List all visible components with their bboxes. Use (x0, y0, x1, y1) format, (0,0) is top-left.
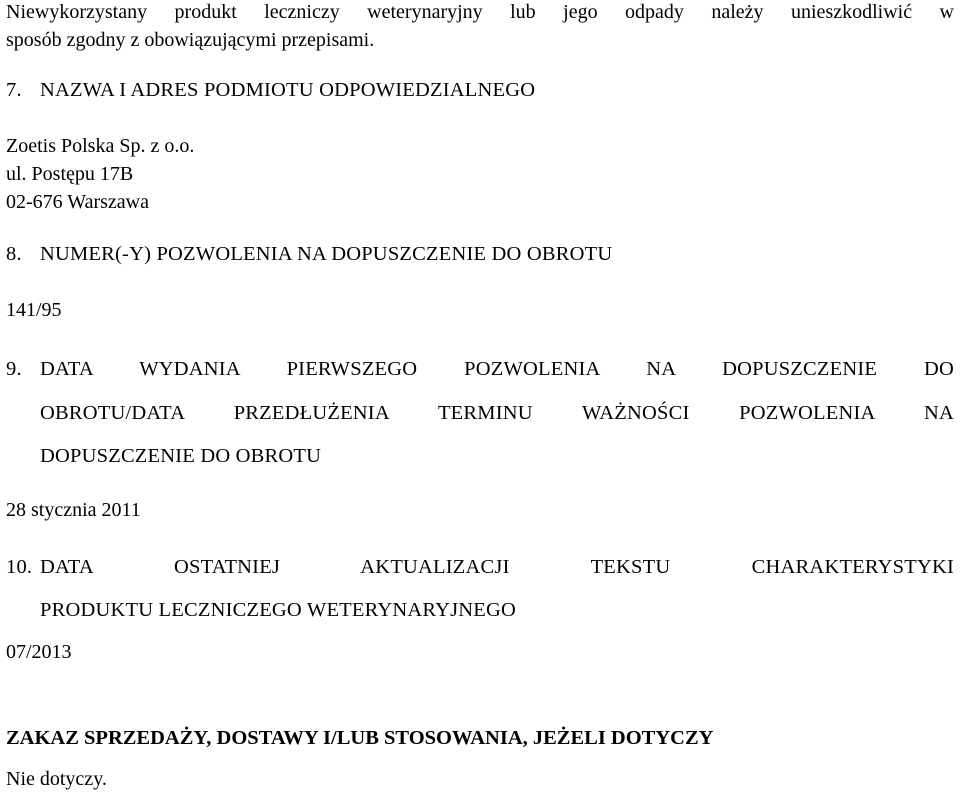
section-8-number: 8. (6, 243, 22, 265)
section-9-title-line-1: DATA WYDANIA PIERWSZEGO POZWOLENIA NA DOPUSZCZENIE DO (40, 358, 954, 380)
restrictions-value: Nie dotyczy. (6, 768, 107, 790)
authorization-number: 141/95 (6, 299, 62, 321)
section-10-number: 10. (6, 556, 33, 578)
section-9-title-line-2: OBROTU/DATA PRZEDŁUŻENIA TERMINU WAŻNOŚCI POZWOLENIA NA (40, 402, 954, 424)
section-9-heading-line-1 (6, 359, 954, 380)
section-10-title-line-1: DATA OSTATNIEJ AKTUALIZACJI TEKSTU CHARAKTERYSTYKI (40, 556, 954, 578)
first-authorization-date: 28 stycznia 2011 (6, 499, 141, 521)
disposal-text-line-2: sposób zgodny z obowiązującymi przepisami. (6, 29, 375, 51)
section-7-number: 7. (6, 79, 22, 101)
restrictions-heading: ZAKAZ SPRZEDAŻY, DOSTAWY I/LUB STOSOWANIA, JEŻELI DOTYCZY (6, 727, 714, 749)
company-name: Zoetis Polska Sp. z o.o. (6, 135, 195, 157)
section-8-heading (6, 244, 612, 265)
company-city: 02-676 Warszawa (6, 191, 149, 213)
document-page (6, 0, 956, 795)
section-7-heading (6, 80, 535, 101)
disposal-text-line-1: Niewykorzystany produkt leczniczy weterynaryjny lub jego odpady należy unieszkodliwić w (6, 1, 954, 23)
last-revision-date: 07/2013 (6, 641, 72, 663)
section-10-title-line-2: PRODUKTU LECZNICZEGO WETERYNARYJNEGO (40, 599, 517, 621)
section-9-number: 9. (6, 358, 22, 380)
section-7-title: NAZWA I ADRES PODMIOTU ODPOWIEDZIALNEGO (40, 79, 536, 101)
section-10-heading-line-1 (6, 557, 954, 578)
section-8-title: NUMER(-Y) POZWOLENIA NA DOPUSZCZENIE DO OBROTU (40, 243, 613, 265)
company-street: ul. Postępu 17B (6, 163, 134, 185)
section-9-title-line-3: DOPUSZCZENIE DO OBROTU (40, 445, 322, 467)
